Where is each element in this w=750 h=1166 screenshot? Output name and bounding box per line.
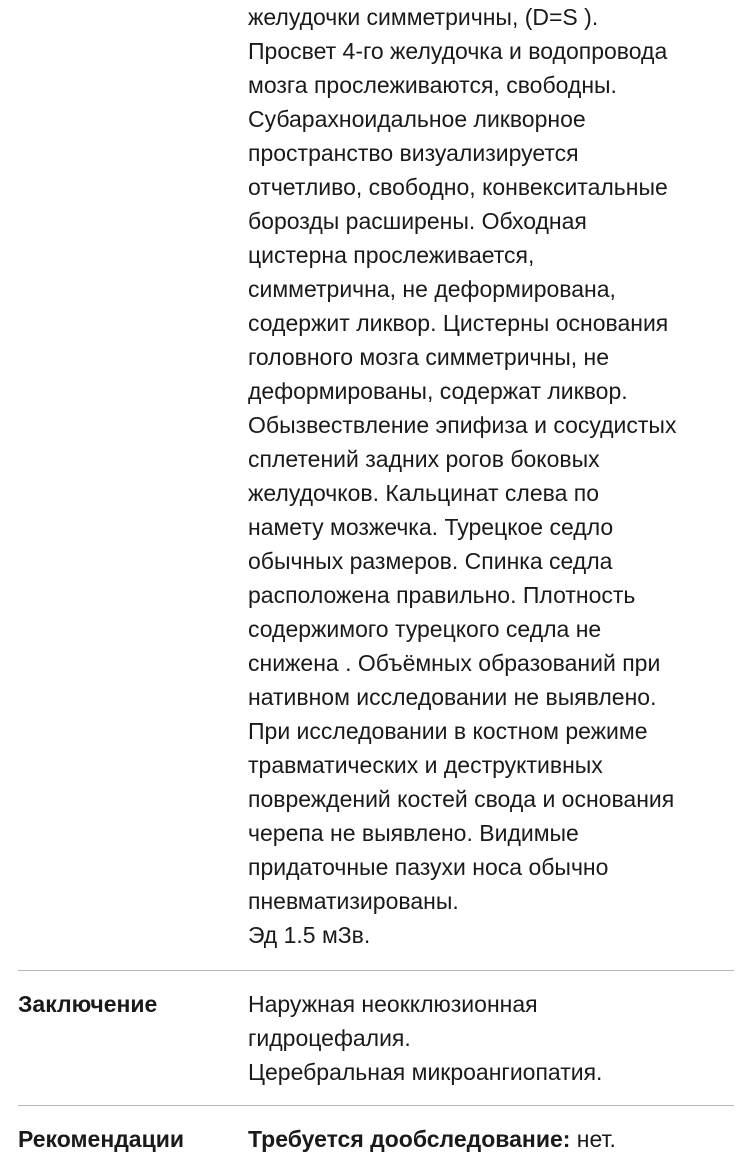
description-line: травматических и деструктивных (248, 752, 603, 778)
description-line: При исследовании в костном режиме (248, 718, 648, 744)
description-line: придаточные пазухи носа обычно (248, 854, 609, 880)
description-line: отчетливо, свободно, конвекситальные (248, 174, 668, 200)
description-line: Просвет 4-го желудочка и водопровода (248, 38, 668, 64)
description-line: нативном исследовании не выявлено. (248, 684, 657, 710)
description-text (248, 0, 738, 952)
recommendations-value: нет. (570, 1126, 616, 1152)
description-line: желудочки симметричны, (D=S ). (248, 4, 599, 30)
recommendations-text (248, 1122, 738, 1156)
description-line: Эд 1.5 мЗв. (248, 922, 371, 948)
description-line: расположена правильно. Плотность (248, 582, 636, 608)
description-line: мозга прослеживаются, свободны. (248, 72, 617, 98)
conclusion-line: Церебральная микроангиопатия. (248, 1059, 603, 1085)
description-line: содержимого турецкого седла не (248, 616, 602, 642)
conclusion-label: Заключение (18, 991, 158, 1017)
description-line: головного мозга симметричны, не (248, 344, 610, 370)
description-line: обычных размеров. Спинка седла (248, 548, 613, 574)
description-line: Обызвествление эпифиза и сосудистых (248, 412, 677, 438)
description-line: симметрична, не деформирована, (248, 276, 616, 302)
description-line: цистерна прослеживается, (248, 242, 535, 268)
description-line: борозды расширены. Обходная (248, 208, 587, 234)
description-line: сплетений задних рогов боковых (248, 446, 600, 472)
conclusion-line: гидроцефалия. (248, 1025, 411, 1051)
description-line: деформированы, содержат ликвор. (248, 378, 628, 404)
conclusion-line: Наружная неокклюзионная (248, 991, 538, 1017)
description-line: повреждений костей свода и основания (248, 786, 675, 812)
description-line: содержит ликвор. Цистерны основания (248, 310, 669, 336)
description-line: желудочков. Кальцинат слева по (248, 480, 599, 506)
description-line: пространство визуализируется (248, 140, 579, 166)
description-line: Субарахноидальное ликворное (248, 106, 586, 132)
description-line: черепа не выявлено. Видимые (248, 820, 579, 846)
conclusion-text (248, 987, 738, 1089)
recommendations-label: Рекомендации (18, 1126, 185, 1152)
conclusion-row (0, 971, 750, 1089)
recommendations-row (0, 1106, 750, 1156)
recommendations-heading: Требуется дообследование: (248, 1126, 571, 1152)
description-line: пневматизированы. (248, 888, 459, 914)
description-line: снижена . Объёмных образований при (248, 650, 661, 676)
description-line: намету мозжечка. Турецкое седло (248, 514, 614, 540)
